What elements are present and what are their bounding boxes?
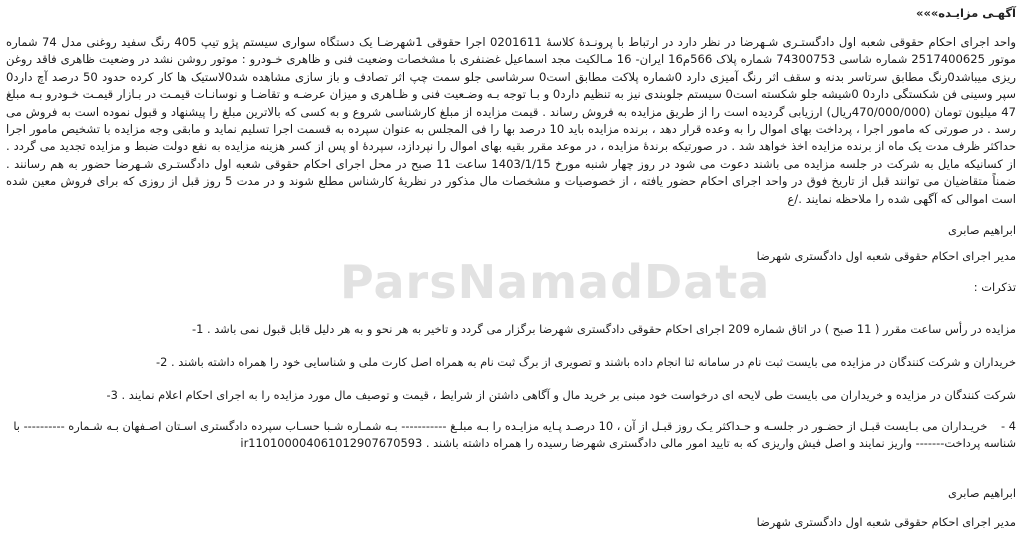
note-number: 4 - <box>1001 419 1016 433</box>
note-item <box>6 321 1016 338</box>
signatory-name: ابراهیم صابری <box>948 486 1016 500</box>
signatory-role: مدیر اجرای احکام حقوقی شعبه اول دادگستری شهرضا <box>756 249 1016 263</box>
note-text: مزایده در رأس ساعت مقرر ( 11 صبح ) در اتاق شماره 209 اجرای احکام حقوقی دادگستری شهرضا برگزار می گردد و تاخیر به هر نحو و به هر دلیل قابل قبول نمی باشد . <box>206 322 1016 336</box>
notes-title: تذکرات : <box>973 280 1016 294</box>
note-number: 2- <box>155 355 168 369</box>
note-number: 1- <box>191 322 204 336</box>
signatory-role: مدیر اجرای احکام حقوقی شعبه اول دادگستری شهرضا <box>756 515 1016 529</box>
signatory-name: ابراهیم صابری <box>948 223 1016 237</box>
notice-body: واحد اجرای احکام حقوقی شعبه اول دادگستـری شـهرضا در نظر دارد در ارتباط با پرونـدۀ کلاسۀ 0201611 اجرا حقوقی 1شهرضـا یک دستگاه سواری سیستم پژو تیپ 405 رنگ سفید روغنی مدل 74 شماره موتور 2517400625 شماره شاسی 74300753 شماره پلاک 566م16 ایران- 16 مـالکیت مجد اسماعیل غضنفری با مشخصات وضعیت فنی و ظاهری خـودرو : موتور روشن نشد در وضعیت ظاهری فاقد روغن ریزی میباشد0رنگ مطابق سرتاسر بدنه و سقف اثر رنگ آمیزی دارد 0شماره پلاکت مطابق است0 سرشاسی جلو سمت چپ اثر تصادف و باز سازی مشاهده شد0لاستیک ها کار کرده حدود 50 درصد آچ دارد0 سپر وسینی فن شکستگی دارد0 0شیشه جلو شکسته است0 سیستم جلوبندی نیز به تنظیم دارد0 و بـا توجه بـه وضـعیت فنی و ظـاهری و میزان عرضـه و تقاضـا و نوسانـات قیمـت در بـازار قیمـت خـودرو بـه مبلغ 47 میلیون تومان (470/000/000ریال) ارزیابی گردیده است را از طریق مزایده به فروش رساند . قیمت مزایده از مبلغ کارشناسی شروع و به کسی که بالاترین مبلغ را پیشنهاد و قبول نموده است به فروش می رسد . در صورتی که مامور اجرا ، پرداخت بهای اموال را به وعده قرار دهد ، برنده مزایده باید 10 درصد بها را فی المجلس به عنوان سپرده به قسمت اجرا تسلیم نماید و مابقی وجه مزایده با تشخیص مامور اجرا حداکثر ظرف مدت یک ماه از برنده مزایده اخذ خواهد شد . در صورتیکه برندۀ مزایده ، در موعد مقرر بقیه بهای اموال را نپردازد، سپردۀ او پس از کسر هزینه مزایده به نفع دولت ضبط و مزایده تجدید می گردد . از کسانیکه مایل به شرکت در جلسه مزایده می باشند دعوت می شود در روز چهار شنبه مورخ 1403/1/15 ساعت 11 صبح در محل اجرای احکام حقوقی شعبه اول دادگستـری شـهرضا حضور به هم رسانند . ضمناً متقاضیان می توانند قبل از تاریخ فوق در واحد اجرای احکام حضور یافته ، از خصوصیات و مشخصات مال مذکور در نظریۀ کارشناس مطلع شوند و در مدت 5 روز قبل از روزی که برای فروش معین شده است اموالی که آگهی شده را ملاحظه نمایند ./ع <box>6 35 1017 206</box>
note-number: 3- <box>106 388 118 402</box>
watermark-text: ParsNamadData <box>340 255 771 309</box>
notice-heading: آگهـی مزایـده»»» <box>916 6 1016 20</box>
iban-number: ir110100004061012907670593 <box>240 436 423 450</box>
note-text: خریـداران می بـایست قبـل از حضـور در جلسـه و حـداکثر یـک روز قبـل از آن ، 10 درصـد پـایه مزایـده را بـه مبلـغ ----------- بـه شمـاره شـبا حسـاب سپرده دادگستری اسـتان اصـفهان بـه شـماره ---------- با شناسه پرداخت------- واریز نمایند و اصل فیش واریزی که به تایید امور مالی دادگستری شهرضا رسیده را همراه داشته باشند . <box>13 419 1016 450</box>
note-item <box>6 418 1016 452</box>
note-text: خریداران و شرکت کنندگان در مزایده می بایست ثبت نام در سامانه ثنا انجام داده باشند و تصویری از برگ ثبت نام به همراه اصل کارت ملی و شناسایی خود را همراه داشته باشند . <box>170 355 1016 369</box>
note-item <box>6 387 1016 404</box>
note-text: شرکت کنندگان در مزایده و خریداران می بایست طی لایحه ای درخواست خود مبنی بر خرید مال و آگاهی داشتن از شرایط ، قیمت و توصیف مال مورد مزایده را به اجرای احکام اعلام نمایند . <box>121 388 1016 402</box>
note-item <box>6 354 1016 371</box>
